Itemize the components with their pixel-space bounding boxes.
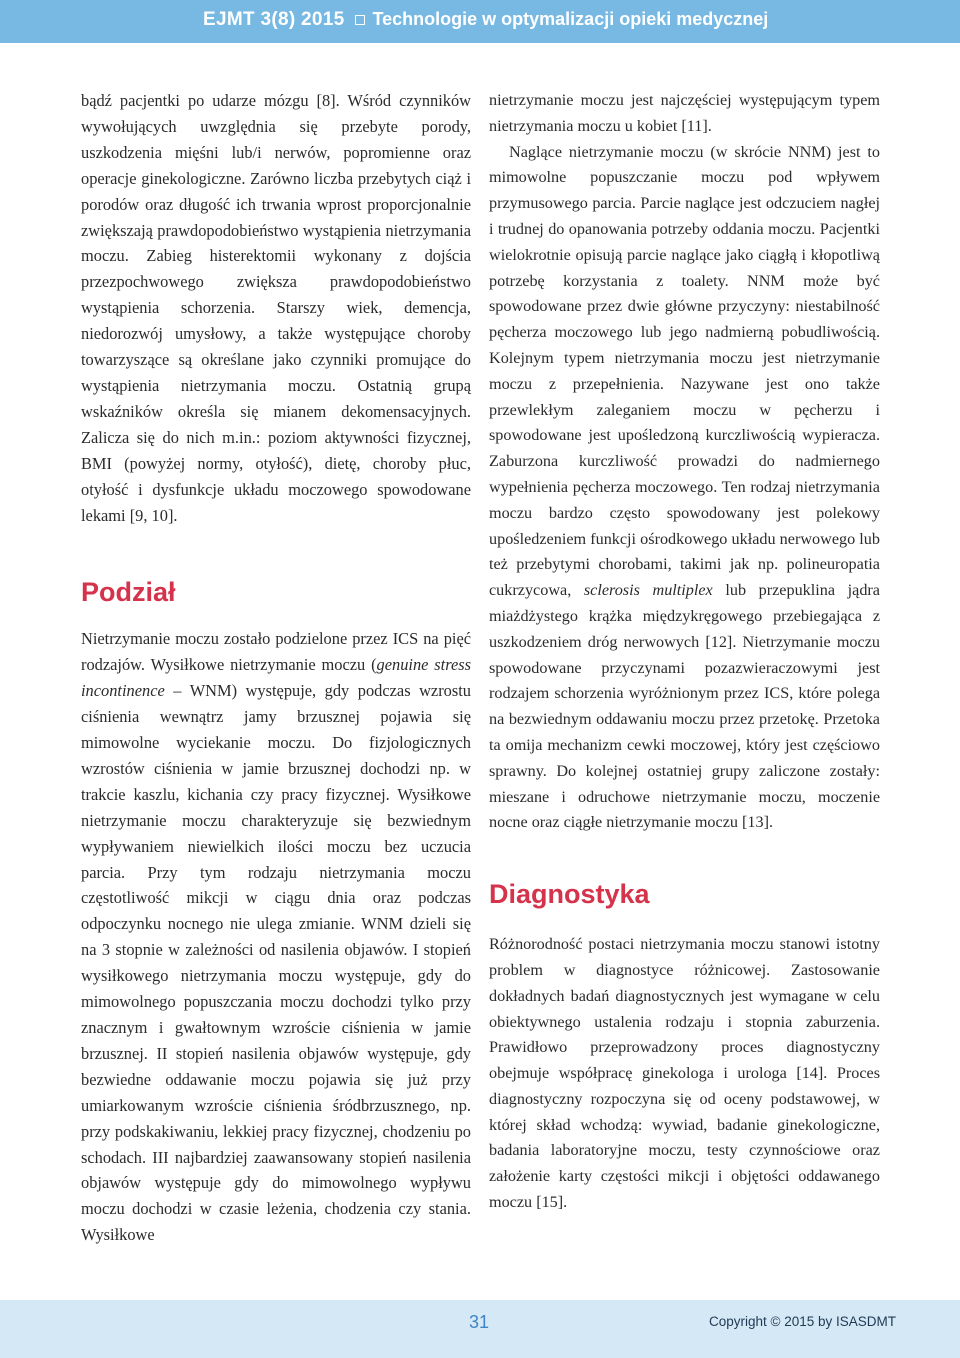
paragraph: nietrzymanie moczu jest najczęściej występującym typem nietrzymania moczu u kobiet [11].	[489, 91, 880, 135]
italic-term: genuine stress incontinence	[81, 655, 472, 701]
italic-term: sclerosis multiplex	[583, 581, 713, 600]
paragraph: Różnorodność postaci nietrzymania moczu stanowi istotny problem w diagnostyce różnicowej. Zastosowanie dokładnych badań diagnostycznych jest wymagane w celu obiektywnego ustalenia rodzaju i stopnia zaburzenia. Prawidłowo przeprowadzony proces diagnostyczny obejmuje współpracę ginekologa i urologa [14]. Proces diagnostyczny rozpoczyna się od oceny podstawowej, w której skład wchodzą: wywiad, badanie ginekologiczne, badania laboratoryjne moczu, testy czynnościowe oraz założenie karty częstości mikcji i objętości oddawanego moczu [15].	[489, 935, 880, 1212]
paragraph: bądź pacjentki po udarze mózgu [8]. Wśród czynników wywołujących uwzględnia się przebyte porody, uszkodzenia mięśni lub/i nerwów, popromienne oraz operacje ginekologiczne. Zarówno liczba przebytych ciąż i porodów oraz długość ich trwania wprost proporcjonalnie zwiększają prawdopodobieństwo wystąpienia nietrzymania moczu. Zabieg histerektomii wykonany z dojścia przezpochwowego zwiększa prawdopodobieństwo wystąpienia schorzenia. Starszy wiek, demencja, niedorozwój umysłowy, a także występujące choroby towarzyszące są określane jako czynniki promujące do wystąpienia nietrzymania moczu. Ostatnią grupą wskaźników określa się mianem dekomensacyjnych. Zalicza się do nich m.in.: poziom aktywności fizycznej, BMI (powyżej normy, otyłość), dietę, choroby płuc, otyłość i dysfunkcje układu moczowego spowodowane lekami [9, 10].	[81, 91, 471, 525]
text-run: – WNM) występuje, gdy podczas wzrostu ciśnienia wewnątrz jamy brzusznej pojawia się mimowolne wyciekanie moczu. Do fizjologicznych wzrostów ciśnienia w jamie brzusznej dochodzi np. w trakcie kaszlu, kichania czy pracy fizycznej. Wysiłkowe nietrzymanie moczu charakteryzuje się bezwiednym wypływaniem niewielkich ilości moczu bez uczucia parcia. Przy tym rodzaju nietrzymania moczu częstotliwość mikcji w ciągu dnia oraz podczas odpoczynku nocnego nie ulega zmianie. WNM dzieli się na 3 stopnie w zależności od nasilenia objawów. I stopień wysiłkowego nietrzymania moczu występuje, gdy do mimowolnego popuszczania moczu dochodzi tylko przy znacznym i gwałtownym wzroście ciśnienia w jamie brzusznej. II stopień nasilenia objawów występuje, gdy bezwiedne oddawanie moczu pojawia się już przy umiarkowanym wzroście ciśnienia śródbrzusznego, np. przy podskakiwaniu, lekkiej pracy fizycznej, chodzeniu po schodach. III najbardziej zaawansowany stopień nasilenia objawów występuje gdy do mimowolnego wypływu moczu dochodzi w czasie leżenia, chodzenia czy stania. Wysiłkowe	[81, 681, 471, 1245]
paragraph	[489, 140, 880, 837]
page-footer	[0, 1300, 960, 1358]
square-bullet-icon	[355, 15, 365, 25]
right-column	[489, 88, 880, 1216]
left-column	[81, 88, 471, 1248]
journal-name: EJMT 3(8) 2015	[203, 9, 345, 30]
text-run: Naglące nietrzymanie moczu (w skrócie NNM) jest to mimowolne popuszczanie moczu pod wpływem przymusowego parcia. Parcie naglące jest odczuciem nagłej i trudnej do opanowania potrzeby oddania moczu. Pacjentki wielokrotnie opisują parcie naglące jako ciągłą i kłopotliwą potrzebę korzystania z toalety. NNM może być spowodowane przez dwie główne przyczyny: niestabilność pęcherza moczowego lub jego nadmierną pobudliwością. Kolejnym typem nietrzymania moczu jest nietrzymanie moczu z przepełnienia. Nazywane jest ono także przewlekłym zaleganiem moczu w pęcherzu i spowodowane jest upośledzoną kurczliwością wypieracza. Zaburzona kurczliwość prowadzi do nadmiernego wypełnienia pęcherza moczowego. Ten rodzaj nietrzymania moczu bardzo często spowodowany jest polekowy upośledzeniem funkcji ośrodkowego układu nerwowego lub też przebytymi chorobami, takimi jak np. polineuropatia cukrzycowa,	[489, 142, 880, 600]
copyright-notice: Copyright © 2015 by ISASDMT	[708, 1314, 896, 1329]
journal-header	[0, 0, 960, 43]
paragraph	[81, 626, 471, 1248]
text-run: Nietrzymanie moczu zostało podzielone przez ICS na pięć rodzajów. Wysiłkowe nietrzymanie moczu (	[81, 629, 471, 675]
header-text	[203, 9, 768, 31]
page-number: 31	[469, 1312, 490, 1332]
section-heading-diagnostyka: Diagnostyka	[489, 879, 650, 910]
section-heading-podzial: Podział	[81, 577, 176, 608]
journal-section-title: Technologie w optymalizacji opieki medycznej	[372, 9, 769, 29]
text-run: lub przepuklina jądra miażdżystego krążka międzykręgowego przebiegająca z uszkodzeniem dróg nerwowych [12]. Nietrzymanie moczu spowodowane przyczynami pozazwieraczowymi jest rodzajem schorzenia wyróżnionym przez ICS, które polega na bezwiednym oddawaniu moczu przez przetokę. Przetoka ta omija mechanizm cewki moczowej, który jest częściowo sprawny. Do kolejnej ostatniej grupy zaliczone zostały: mieszane i odruchowe nietrzymanie moczu, moczenie nocne oraz ciągłe nietrzymanie moczu [13].	[489, 581, 880, 832]
